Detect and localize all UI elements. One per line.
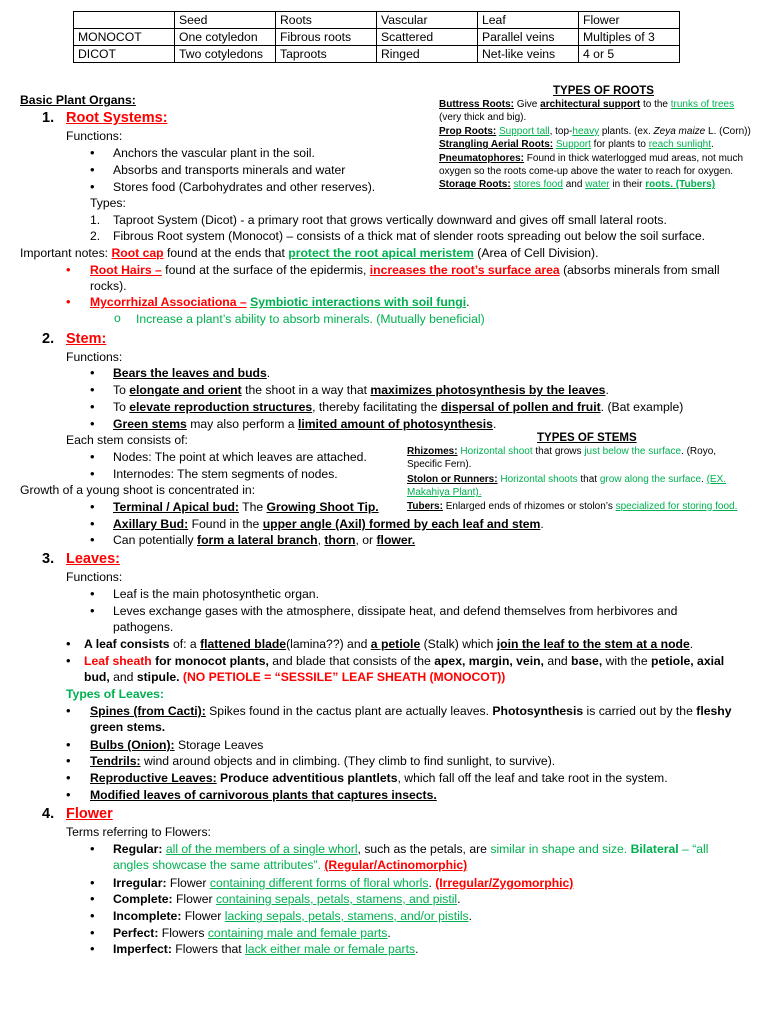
- table-cell: Two cotyledons: [175, 46, 276, 63]
- term: just below the surface: [584, 446, 682, 457]
- text: .: [605, 383, 609, 397]
- list-item: [90, 294, 469, 311]
- list-item: [113, 532, 415, 549]
- term: containing sepals, petals, stamens, and pistil: [215, 892, 458, 906]
- table-cell: [74, 12, 175, 29]
- bullet: •: [66, 636, 71, 651]
- bullet: •: [66, 653, 71, 668]
- term: thorn: [324, 533, 356, 547]
- text: and: [562, 179, 586, 191]
- text: Flowers: [158, 926, 208, 940]
- text: , thereby facilitating the: [312, 400, 441, 414]
- term: Support: [555, 139, 591, 151]
- text: , which fall off the leaf and take root in the system.: [397, 771, 668, 785]
- text: Give: [514, 99, 541, 110]
- comparison-table: [73, 11, 680, 63]
- text: is carried out by the: [583, 704, 697, 718]
- text: (absorbs minerals from small: [559, 263, 720, 277]
- warning-note: (NO PETIOLE = “SESSILE” LEAF SHEATH (MONOCOT)): [179, 670, 506, 684]
- list-item: Absorbs and transports minerals and water: [113, 163, 346, 177]
- text: .: [492, 417, 497, 431]
- list-item: Stores food (Carbohydrates and other reserves).: [113, 180, 376, 194]
- text: Flower: [181, 909, 225, 923]
- term: Regular:: [113, 842, 163, 856]
- text: .: [266, 366, 271, 380]
- bullet: •: [90, 941, 95, 956]
- text: may also perform a: [186, 417, 298, 431]
- stem-type-stolon-continued: Makahiya Plant).: [407, 487, 482, 499]
- list-item: Taproot System (Dicot) - a primary root that grows vertically downward and gives off small lateral roots.: [113, 213, 667, 227]
- stem-type-rhizomes-continued: Specific Fern).: [407, 459, 472, 471]
- term: join the leaf to the stem at a node: [496, 637, 690, 651]
- text: . (Bat example): [600, 400, 684, 414]
- term: lacking sepals, petals, stamens, and/or pistils: [224, 909, 469, 923]
- section-title-stem: Stem:: [66, 331, 107, 347]
- text: To: [113, 400, 130, 414]
- section-number: 1.: [42, 110, 55, 126]
- text: and blade that consists of the: [268, 654, 435, 668]
- term: (EX.: [706, 473, 727, 485]
- table-cell: Multiples of 3: [579, 29, 680, 46]
- table-cell: Seed: [175, 12, 276, 29]
- term: Perfect:: [113, 926, 159, 940]
- text: (lamina??) and: [286, 637, 371, 651]
- bullet: •: [90, 925, 95, 940]
- types-of-roots-title: TYPES OF ROOTS: [553, 85, 654, 97]
- term: Pneumatophores:: [439, 152, 525, 164]
- bullet: •: [90, 179, 95, 194]
- list-item-continued: [113, 857, 467, 874]
- list-item-continued: rocks).: [90, 279, 127, 293]
- bullet: •: [90, 841, 95, 856]
- bullet: •: [90, 416, 95, 431]
- types-of-stems-title: TYPES OF STEMS: [537, 432, 637, 444]
- text: The: [238, 500, 267, 514]
- list-number: 1.: [90, 213, 101, 227]
- bullet: •: [66, 294, 71, 309]
- text: for plants to: [590, 139, 649, 151]
- text: of: a: [169, 637, 201, 651]
- bullet: •: [90, 382, 95, 397]
- list-item: [113, 908, 472, 925]
- term: specialized for storing food.: [615, 500, 738, 512]
- text: Enlarged ends of rhizomes or stolon’s: [442, 500, 616, 512]
- text: .: [387, 926, 391, 940]
- term: for monocot plants,: [151, 654, 269, 668]
- text: .: [415, 942, 419, 956]
- term: Strangling Aerial Roots:: [439, 139, 554, 151]
- term: Rhizomes:: [407, 446, 458, 457]
- list-item: [90, 262, 720, 279]
- text: Storage Leaves: [174, 738, 264, 752]
- text: – “all: [678, 842, 709, 856]
- term: Produce adventitious plantlets: [216, 771, 398, 785]
- list-item: [90, 753, 555, 770]
- text: found at the ends that: [163, 246, 289, 260]
- list-item: [113, 841, 708, 858]
- term: Prop Roots:: [439, 125, 497, 137]
- term: Bears the leaves and buds: [113, 366, 267, 380]
- term: elevate reproduction structures: [129, 400, 313, 414]
- term: Stolon or Runners:: [407, 473, 498, 485]
- text: in their: [609, 179, 646, 191]
- text: .: [689, 637, 694, 651]
- table-cell: Vascular: [377, 12, 478, 29]
- important-notes: [20, 245, 599, 262]
- text: Can potentially: [113, 533, 198, 547]
- term: reach sunlight: [648, 139, 711, 151]
- list-item: [113, 499, 379, 516]
- text: and: [543, 654, 572, 668]
- term: architectural support: [540, 99, 641, 110]
- root-type-strangling: [439, 138, 768, 151]
- table-cell: Net-like veins: [478, 46, 579, 63]
- list-item-continued: pathogens.: [113, 620, 174, 634]
- root-type-pneumatophores-continued: oxygen so the roots come-up above the water to reach for oxygen.: [439, 166, 734, 178]
- term: base,: [571, 654, 603, 668]
- term: form a lateral branch: [197, 533, 318, 547]
- list-item: [113, 399, 683, 416]
- text: .: [710, 139, 714, 151]
- text: Flowers that: [171, 942, 246, 956]
- bullet: •: [90, 875, 95, 890]
- term: Leaf sheath: [84, 654, 152, 668]
- term: containing different forms of floral whorls: [209, 876, 429, 890]
- list-number: 2.: [90, 229, 101, 243]
- bullet: •: [90, 449, 95, 464]
- table-cell: Ringed: [377, 46, 478, 63]
- list-item: Fibrous Root system (Monocot) – consists of a thick mat of slender roots spreading out below the soil surface.: [113, 229, 706, 243]
- list-item: [113, 925, 391, 942]
- text: that grows: [532, 446, 585, 457]
- highlight-term: increases the root’s surface area: [369, 263, 560, 277]
- table-cell: Flower: [579, 12, 680, 29]
- term: Green stems: [113, 417, 187, 431]
- functions-label: Functions:: [66, 570, 123, 584]
- term: heavy: [572, 125, 600, 137]
- term: Reproductive Leaves:: [90, 771, 217, 785]
- list-item-continued: [84, 669, 505, 686]
- text: Found in the: [188, 517, 263, 531]
- term: stores food: [513, 179, 563, 191]
- text: To: [113, 383, 130, 397]
- bullet: •: [90, 145, 95, 160]
- root-type-buttress: [439, 98, 768, 111]
- term: Bulbs (Onion):: [90, 738, 175, 752]
- list-item: Leaf is the main photosynthetic organ.: [113, 587, 319, 601]
- term: Incomplete:: [113, 909, 182, 923]
- text: , top-: [549, 125, 573, 137]
- term: (Regular/Actinomorphic): [324, 858, 468, 872]
- text: .: [457, 892, 461, 906]
- bullet: •: [90, 499, 95, 514]
- term: bud,: [84, 670, 110, 684]
- term: maximizes photosynthesis by the leaves: [370, 383, 606, 397]
- text: , such as the petals, are: [357, 842, 491, 856]
- term: Spines (from Cacti):: [90, 704, 206, 718]
- bullet: •: [66, 737, 71, 752]
- term: all of the members of a single whorl: [165, 842, 358, 856]
- stem-type-tubers: [407, 500, 762, 513]
- list-item: [113, 891, 461, 908]
- term: limited amount of photosynthesis: [297, 417, 493, 431]
- highlight-term: Root cap: [111, 246, 164, 260]
- term: A leaf consists: [84, 637, 170, 651]
- text: .: [701, 473, 707, 485]
- text: to the: [640, 99, 671, 110]
- types-of-leaves-label: Types of Leaves:: [66, 687, 164, 701]
- table-cell: Scattered: [377, 29, 478, 46]
- bullet: •: [90, 365, 95, 380]
- stem-consists-label: Each stem consists of:: [66, 433, 188, 447]
- term: a petiole: [370, 637, 421, 651]
- bullet: •: [90, 162, 95, 177]
- section-title-flower: Flower: [66, 806, 113, 822]
- section-number: 2.: [42, 331, 55, 347]
- stem-type-stolon: [407, 473, 762, 486]
- term: trunks of trees: [670, 99, 735, 110]
- term: stipule.: [136, 670, 180, 684]
- section-title-roots: Root Systems:: [66, 110, 168, 126]
- text: angles showcase the same attributes”.: [113, 858, 321, 872]
- table-cell: Fibrous roots: [276, 29, 377, 46]
- text: plants. (ex.: [599, 125, 654, 137]
- text: and: [109, 670, 137, 684]
- table-cell: Roots: [276, 12, 377, 29]
- species-name: Zeya maize: [653, 125, 706, 137]
- highlight-term: Symbiotic interactions with soil fungi: [250, 295, 467, 309]
- root-type-pneumatophores: [439, 152, 768, 165]
- highlight-term: Root Hairs –: [90, 263, 162, 277]
- bullet: •: [66, 753, 71, 768]
- text: .: [466, 295, 470, 309]
- term: Complete:: [113, 892, 173, 906]
- list-item: [113, 382, 609, 399]
- list-item: [113, 941, 419, 958]
- page-heading: Basic Plant Organs:: [20, 93, 136, 107]
- highlight-term: protect the root apical meristem: [288, 246, 474, 260]
- term: apex, margin, vein,: [434, 654, 544, 668]
- text: .: [428, 876, 436, 890]
- term: (Irregular/Zygomorphic): [435, 876, 574, 890]
- bullet: •: [90, 466, 95, 481]
- bullet: •: [66, 262, 71, 277]
- table-cell: Leaf: [478, 12, 579, 29]
- bullet: •: [66, 787, 71, 802]
- list-item: Anchors the vascular plant in the soil.: [113, 146, 315, 160]
- circle-bullet: o: [114, 311, 121, 325]
- section-number: 3.: [42, 551, 55, 567]
- term: Bilateral: [627, 842, 679, 856]
- root-type-prop: [439, 125, 768, 138]
- bullet: •: [90, 532, 95, 547]
- term: upper angle (Axil) formed by each leaf and stem: [262, 517, 541, 531]
- term: Irregular:: [113, 876, 167, 890]
- bullet: •: [90, 603, 95, 618]
- terms-label: Terms referring to Flowers:: [66, 825, 211, 839]
- text: that: [577, 473, 600, 485]
- term: roots. (Tubers): [645, 179, 716, 191]
- text: Flower: [166, 876, 210, 890]
- text: .: [468, 909, 473, 923]
- text: found at the surface of the epidermis,: [161, 263, 370, 277]
- list-item: [113, 416, 496, 433]
- list-item: [113, 516, 544, 533]
- list-item: [84, 636, 693, 653]
- section-number: 4.: [42, 806, 55, 822]
- table-cell: Taproots: [276, 46, 377, 63]
- text: the shoot in a way that: [241, 383, 371, 397]
- table-row: [74, 46, 680, 63]
- table-header-row: [74, 12, 680, 29]
- text: , or: [355, 533, 377, 547]
- list-item: [90, 703, 732, 720]
- list-item: [84, 653, 724, 670]
- text: . (Royo,: [681, 446, 717, 457]
- term: Photosynthesis: [492, 704, 584, 718]
- term: grow along the surface: [599, 473, 702, 485]
- text: ,: [317, 533, 325, 547]
- text: .: [540, 517, 544, 531]
- table-cell: Parallel veins: [478, 29, 579, 46]
- term: similar in shape and size.: [490, 842, 628, 856]
- term: Tubers:: [407, 500, 443, 512]
- list-item-continued: green stems.: [90, 720, 166, 734]
- term: Imperfect:: [113, 942, 172, 956]
- table-cell: MONOCOT: [74, 29, 175, 46]
- term: Tendrils:: [90, 754, 141, 768]
- list-item: [90, 770, 668, 787]
- term: water: [585, 179, 610, 191]
- text: L. (Corn)): [705, 125, 751, 137]
- term: Axillary Bud:: [113, 517, 189, 531]
- table-cell: One cotyledon: [175, 29, 276, 46]
- term: Terminal / Apical bud:: [113, 500, 239, 514]
- section-title-leaves: Leaves:: [66, 551, 121, 567]
- term: lack either male or female parts: [245, 942, 416, 956]
- bullet: •: [90, 908, 95, 923]
- root-type-buttress-continued: (very thick and big).: [439, 112, 527, 124]
- term: flattened blade: [200, 637, 287, 651]
- list-item: Internodes: The stem segments of nodes.: [113, 467, 338, 481]
- text: with the: [602, 654, 651, 668]
- list-item: Modified leaves of carnivorous plants that captures insects.: [90, 788, 437, 802]
- table-row: [74, 29, 680, 46]
- term: Storage Roots:: [439, 179, 511, 191]
- table-cell: DICOT: [74, 46, 175, 63]
- term: containing male and female parts: [207, 926, 388, 940]
- types-of-roots-box: [439, 98, 768, 192]
- text: Spikes found in the cactus plant are actually leaves.: [205, 704, 493, 718]
- term: dispersal of pollen and fruit: [440, 400, 601, 414]
- table-cell: 4 or 5: [579, 46, 680, 63]
- list-item: Leves exchange gases with the atmosphere, dissipate heat, and defend themselves from herbivores and: [113, 604, 678, 618]
- list-item: [113, 875, 573, 892]
- growth-label: Growth of a young shoot is concentrated in:: [20, 483, 256, 497]
- text: wind around objects and in climbing. (They climb to find sunlight, to survive).: [140, 754, 556, 768]
- text: (Stalk) which: [420, 637, 497, 651]
- bullet: •: [66, 770, 71, 785]
- highlight-term: Mycorrhizal Associationa –: [90, 295, 247, 309]
- term: flower.: [376, 533, 416, 547]
- bullet: •: [90, 516, 95, 531]
- text: Found in thick waterlogged mud areas, not much: [524, 152, 744, 164]
- sub-list-item: Increase a plant’s ability to absorb minerals. (Mutually beneficial): [136, 312, 485, 326]
- term: fleshy: [696, 704, 732, 718]
- term: Horizontal shoot: [457, 446, 533, 457]
- bullet: •: [66, 703, 71, 718]
- term: Growing Shoot Tip.: [266, 500, 379, 514]
- text: Flower: [172, 892, 216, 906]
- list-item: Nodes: The point at which leaves are attached.: [113, 450, 367, 464]
- stem-type-rhizomes: [407, 445, 762, 458]
- functions-label: Functions:: [66, 129, 123, 143]
- text: Important notes:: [20, 246, 112, 260]
- term: Horizontal shoots: [497, 473, 578, 485]
- functions-label: Functions:: [66, 350, 123, 364]
- bullet: •: [90, 891, 95, 906]
- term: Support tall: [499, 125, 550, 137]
- list-item: [90, 737, 263, 754]
- bullet: •: [90, 586, 95, 601]
- term: elongate and orient: [129, 383, 242, 397]
- term: Buttress Roots:: [439, 99, 515, 110]
- types-of-stems-box: [407, 445, 762, 513]
- text: (Area of Cell Division).: [473, 246, 599, 260]
- types-label: Types:: [90, 196, 126, 210]
- list-item: [113, 365, 270, 382]
- root-type-storage: [439, 178, 768, 191]
- term: petiole, axial: [651, 654, 725, 668]
- bullet: •: [90, 399, 95, 414]
